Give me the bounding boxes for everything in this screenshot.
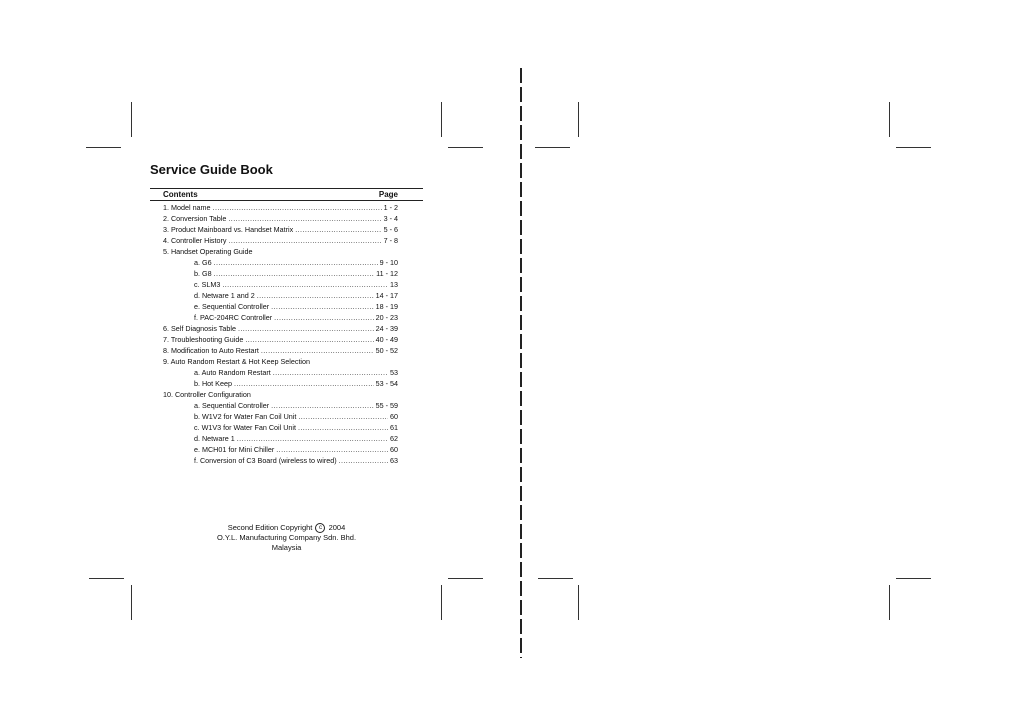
crop-mark xyxy=(86,147,121,148)
toc-entry-label: 5. Handset Operating Guide xyxy=(163,247,253,256)
footer-country: Malaysia xyxy=(271,543,302,553)
toc-entry-label: e. Sequential Controller xyxy=(194,302,270,311)
toc-entry-page: 20 - 23 xyxy=(375,313,398,322)
toc-leader-dots xyxy=(237,433,388,444)
crop-mark xyxy=(538,578,573,579)
toc-contents-heading: Contents xyxy=(163,190,198,199)
toc-entry xyxy=(150,367,423,378)
toc-entry-label: c. W1V3 for Water Fan Coil Unit xyxy=(194,423,296,432)
crop-mark xyxy=(889,585,890,620)
toc-entry xyxy=(150,334,423,345)
toc-leader-dots xyxy=(229,235,382,246)
crop-mark xyxy=(578,585,579,620)
crop-mark xyxy=(131,102,132,137)
toc-entry-label: 8. Modification to Auto Restart xyxy=(163,346,259,355)
toc-entry-page: 55 - 59 xyxy=(375,401,398,410)
center-dashed-line xyxy=(520,68,522,658)
toc-entry-page: 1 - 2 xyxy=(383,203,398,212)
toc-leader-dots xyxy=(298,411,388,422)
toc-entry-page: 7 - 8 xyxy=(383,236,398,245)
toc-leader-dots xyxy=(214,268,375,279)
crop-mark xyxy=(441,585,442,620)
toc-entry-page: 40 - 49 xyxy=(375,335,398,344)
toc-entry-page: 61 xyxy=(390,423,398,432)
toc-entry xyxy=(150,224,423,235)
footer-copyright-line xyxy=(150,523,423,533)
toc-entry-page: 24 - 39 xyxy=(375,324,398,333)
toc-entry xyxy=(150,411,423,422)
toc-leader-dots xyxy=(271,400,373,411)
toc-entry xyxy=(150,312,423,323)
crop-mark xyxy=(448,147,483,148)
crop-mark xyxy=(448,578,483,579)
toc-entry xyxy=(150,345,423,356)
toc-leader-dots xyxy=(222,279,388,290)
toc-entry-page: 5 - 6 xyxy=(383,225,398,234)
table-of-contents xyxy=(150,188,423,466)
toc-entry xyxy=(150,290,423,301)
crop-mark xyxy=(896,578,931,579)
toc-entry-page: 53 xyxy=(390,368,398,377)
toc-entries xyxy=(150,201,423,466)
toc-entry xyxy=(150,433,423,444)
crop-mark xyxy=(578,102,579,137)
toc-entry-label: a. Sequential Controller xyxy=(194,401,270,410)
toc-entry-label: 1. Model name xyxy=(163,203,211,212)
toc-entry xyxy=(150,213,423,224)
toc-entry-page: 60 xyxy=(390,445,398,454)
toc-entry xyxy=(150,301,423,312)
footer xyxy=(150,523,423,553)
toc-leader-dots xyxy=(245,334,373,345)
toc-entry-page: 53 - 54 xyxy=(375,379,398,388)
toc-leader-dots xyxy=(273,367,388,378)
toc-entry-page: 62 xyxy=(390,434,398,443)
toc-entry-label: 4. Controller History xyxy=(163,236,227,245)
crop-mark xyxy=(89,578,124,579)
toc-entry xyxy=(150,246,423,257)
copyright-symbol: c xyxy=(315,523,325,533)
toc-entry-page: 14 - 17 xyxy=(375,291,398,300)
toc-entry-page: 11 - 12 xyxy=(376,269,398,278)
footer-year: 2004 xyxy=(328,523,346,532)
toc-entry-page: 63 xyxy=(390,456,398,465)
crop-mark xyxy=(896,147,931,148)
toc-entry-label: 2. Conversion Table xyxy=(163,214,227,223)
toc-entry-label: 9. Auto Random Restart & Hot Keep Selection xyxy=(163,357,311,366)
footer-edition: Second Edition Copyright xyxy=(227,523,313,532)
toc-entry-label: b. W1V2 for Water Fan Coil Unit xyxy=(194,412,297,421)
toc-entry-label: b. Hot Keep xyxy=(194,379,232,388)
toc-entry-label: 3. Product Mainboard vs. Handset Matrix xyxy=(163,225,294,234)
toc-entry-page: 13 xyxy=(390,280,398,289)
toc-entry xyxy=(150,400,423,411)
crop-mark xyxy=(131,585,132,620)
toc-entry xyxy=(150,268,423,279)
toc-page-heading: Page xyxy=(378,190,398,199)
toc-entry xyxy=(150,323,423,334)
toc-leader-dots xyxy=(261,345,374,356)
toc-entry-label: a. G6 xyxy=(194,258,212,267)
toc-leader-dots xyxy=(214,257,378,268)
toc-entry-label: f. PAC-204RC Controller xyxy=(194,313,273,322)
toc-leader-dots xyxy=(276,444,388,455)
toc-leader-dots xyxy=(271,301,373,312)
toc-entry-label: 7. Troubleshooting Guide xyxy=(163,335,244,344)
toc-entry-label: b. G8 xyxy=(194,269,212,278)
toc-leader-dots xyxy=(298,422,388,433)
toc-entry xyxy=(150,444,423,455)
toc-entry-label: c. SLM3 xyxy=(194,280,221,289)
footer-company: O.Y.L. Manufacturing Company Sdn. Bhd. xyxy=(216,533,357,543)
toc-entry xyxy=(150,257,423,268)
toc-entry-label: a. Auto Random Restart xyxy=(194,368,271,377)
toc-entry-page: 3 - 4 xyxy=(383,214,398,223)
toc-entry-page: 60 xyxy=(390,412,398,421)
toc-entry xyxy=(150,235,423,246)
toc-entry-label: f. Conversion of C3 Board (wireless to wired) xyxy=(194,456,337,465)
toc-entry xyxy=(150,422,423,433)
toc-entry-label: 10. Controller Configuration xyxy=(163,390,251,399)
toc-entry-label: d. Netware 1 and 2 xyxy=(194,291,255,300)
toc-entry-label: e. MCH01 for Mini Chiller xyxy=(194,445,275,454)
toc-leader-dots xyxy=(274,312,373,323)
toc-leader-dots xyxy=(339,455,388,466)
toc-entry-label: 6. Self Diagnosis Table xyxy=(163,324,236,333)
toc-entry xyxy=(150,202,423,213)
toc-entry xyxy=(150,389,423,400)
toc-leader-dots xyxy=(238,323,374,334)
toc-entry xyxy=(150,279,423,290)
toc-leader-dots xyxy=(257,290,374,301)
toc-leader-dots xyxy=(295,224,381,235)
toc-entry-page: 18 - 19 xyxy=(375,302,398,311)
toc-entry xyxy=(150,378,423,389)
toc-entry-page: 50 - 52 xyxy=(375,346,398,355)
toc-entry xyxy=(150,455,423,466)
toc-leader-dots xyxy=(234,378,374,389)
crop-mark xyxy=(889,102,890,137)
toc-entry xyxy=(150,356,423,367)
toc-leader-dots xyxy=(228,213,381,224)
toc-leader-dots xyxy=(213,202,382,213)
toc-entry-page: 9 - 10 xyxy=(379,258,398,267)
toc-header xyxy=(150,188,423,201)
crop-mark xyxy=(441,102,442,137)
crop-mark xyxy=(535,147,570,148)
page-title: Service Guide Book xyxy=(150,162,273,177)
toc-entry-label: d. Netware 1 xyxy=(194,434,235,443)
